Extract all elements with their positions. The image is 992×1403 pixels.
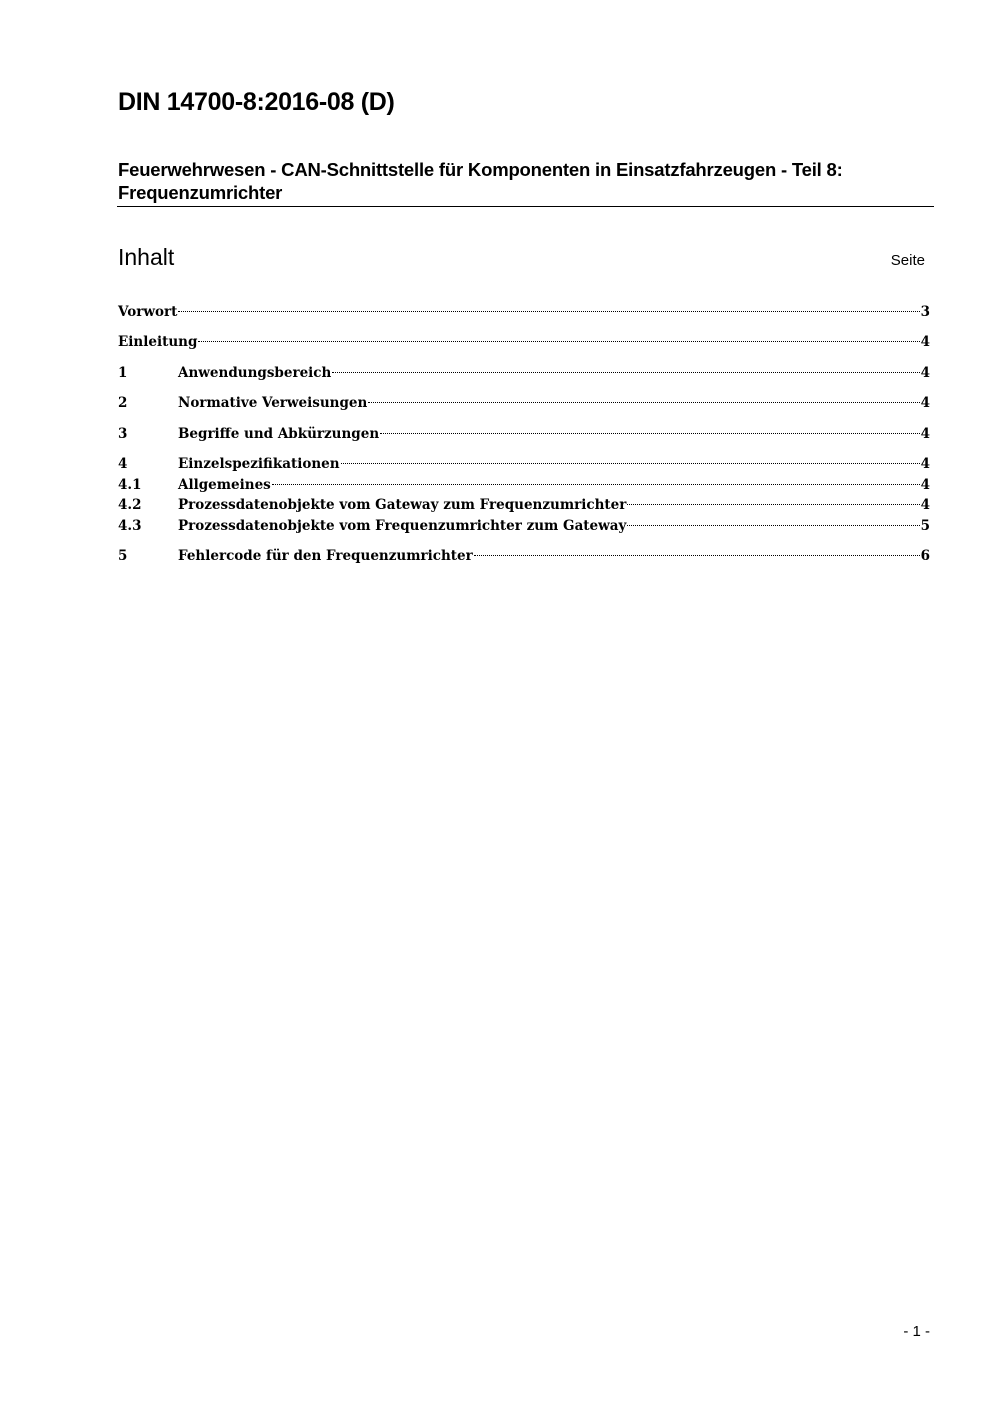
toc-entry-2[interactable] [118,393,930,413]
toc-entry-title: Allgemeines [178,477,271,493]
toc-entry-number: 2 [118,395,128,411]
toc-dot-leader [332,372,919,373]
toc-entry-4-1[interactable] [118,475,930,495]
toc-entry-page: 5 [920,518,930,534]
toc-entry-5[interactable] [118,546,930,566]
toc-entry-page: 6 [920,548,930,564]
toc-entry-page: 3 [920,304,930,320]
toc-entry-3[interactable] [118,424,930,444]
toc-entry-4[interactable] [118,454,930,474]
toc-entry-4-2[interactable] [118,495,930,515]
toc-entry-4-3[interactable] [118,516,930,536]
toc-entry-page: 4 [920,365,930,381]
toc-entry-title: Anwendungsbereich [178,365,332,381]
toc-entry-page: 4 [920,334,930,350]
toc-dot-leader [380,433,919,434]
toc-entry-introduction[interactable] [118,332,930,352]
toc-dot-leader [368,402,919,403]
toc-dot-leader [198,341,919,342]
toc-entry-number: 4.2 [118,497,142,513]
toc-dot-leader [272,484,920,485]
table-of-contents [118,0,930,600]
footer-page-number: - 1 - [903,1323,930,1340]
toc-entry-title: Fehlercode für den Frequenzumrichter [178,548,473,564]
page-column-label: Seite [890,252,925,269]
toc-dot-leader [627,525,919,526]
toc-entry-title: Einzelspezifikationen [178,456,340,472]
toc-entry-number: 5 [118,548,128,564]
toc-entry-number: 4.1 [118,477,142,493]
toc-entry-title: Begriffe und Abkürzungen [178,426,380,442]
toc-entry-number: 4.3 [118,518,142,534]
toc-entry-number: 1 [118,365,128,381]
toc-entry-page: 4 [920,395,930,411]
toc-dot-leader [627,504,919,505]
toc-entry-foreword[interactable] [118,302,930,322]
document-subtitle: Feuerwehrwesen - CAN-Schnittstelle für Komponenten in Einsatzfahrzeugen - Teil 8: Frequenzumrichter [118,159,843,203]
contents-heading: Inhalt [118,244,175,270]
toc-dot-leader [341,463,920,464]
toc-dot-leader [178,311,919,312]
toc-entry-page: 4 [920,456,930,472]
toc-entry-1[interactable] [118,363,930,383]
toc-entry-number: 3 [118,426,128,442]
toc-entry-title: Vorwort [118,304,178,320]
toc-entry-page: 4 [920,426,930,442]
toc-dot-leader [474,555,920,556]
toc-entry-page: 4 [920,497,930,513]
toc-entry-title: Prozessdatenobjekte vom Frequenzumrichter zum Gateway [178,518,627,534]
document-title: DIN 14700-8:2016-08 (D) [118,88,395,116]
toc-entry-page: 4 [920,477,930,493]
toc-entry-title: Prozessdatenobjekte vom Gateway zum Frequenzumrichter [178,497,627,513]
toc-entry-title: Einleitung [118,334,198,350]
toc-entry-number: 4 [118,456,128,472]
toc-entry-title: Normative Verweisungen [178,395,368,411]
